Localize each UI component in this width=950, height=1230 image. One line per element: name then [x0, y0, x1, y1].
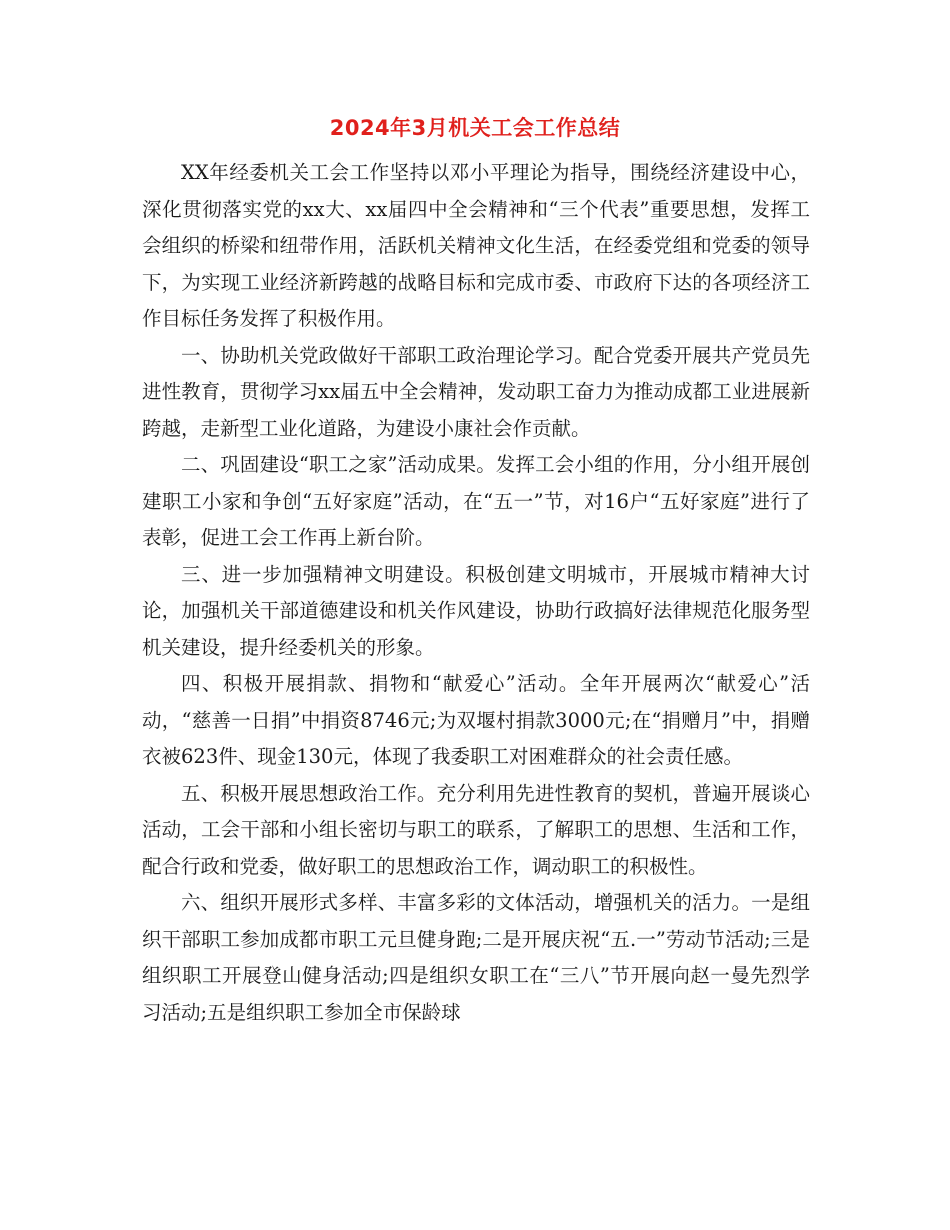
paragraph-3: 三、进一步加强精神文明建设。积极创建文明城市，开展城市精神大讨论，加强机关干部道德建设和机关作风建设，协助行政搞好法律规范化服务型机关建设，提升经委机关的形象。 — [142, 562, 810, 659]
document-title: 2024年3月机关工会工作总结 — [329, 116, 621, 140]
paragraph-6: 六、组织开展形式多样、丰富多彩的文体活动，增强机关的活力。一是组织干部职工参加成都市职工元旦健身跑;二是开展庆祝“五.一”劳动节活动;三是组织职工开展登山健身活动;四是组织女职工在“三八”节开展向赵一曼先烈学习活动;五是组织职工参加全市保龄球 — [142, 891, 810, 1024]
paragraph-intro: XX年经委机关工会工作坚持以邓小平理论为指导，围绕经济建设中心，深化贯彻落实党的xx大、xx届四中全会精神和“三个代表”重要思想，发挥工会组织的桥梁和纽带作用，活跃机关精神文化生活，在经委党组和党委的领导下，为实现工业经济新跨越的战略目标和完成市委、市政府下达的各项经济工作目标任务发挥了积极作用。 — [142, 161, 810, 330]
paragraph-5: 五、积极开展思想政治工作。充分利用先进性教育的契机，普遍开展谈心活动，工会干部和小组长密切与职工的联系，了解职工的思想、生活和工作，配合行政和党委，做好职工的思想政治工作，调动职工的积极性。 — [142, 781, 810, 878]
paragraph-4: 四、积极开展捐款、捐物和“献爱心”活动。全年开展两次“献爱心”活动，“慈善一日捐”中捐资8746元;为双堰村捐款3000元;在“捐赠月”中，捐赠衣被623件、现金130元，体现了我委职工对困难群众的社会责任感。 — [142, 672, 810, 768]
paragraph-2: 二、巩固建设“职工之家”活动成果。发挥工会小组的作用，分小组开展创建职工小家和争创“五好家庭”活动，在“五一”节，对16户“五好家庭”进行了表彰，促进工会工作再上新台阶。 — [142, 453, 810, 549]
paragraph-1: 一、协助机关党政做好干部职工政治理论学习。配合党委开展共产党员先进性教育，贯彻学习xx届五中全会精神，发动职工奋力为推动成都工业进展新跨越，走新型工业化道路，为建设小康社会作贡献。 — [142, 343, 810, 440]
document-body — [142, 155, 810, 1031]
